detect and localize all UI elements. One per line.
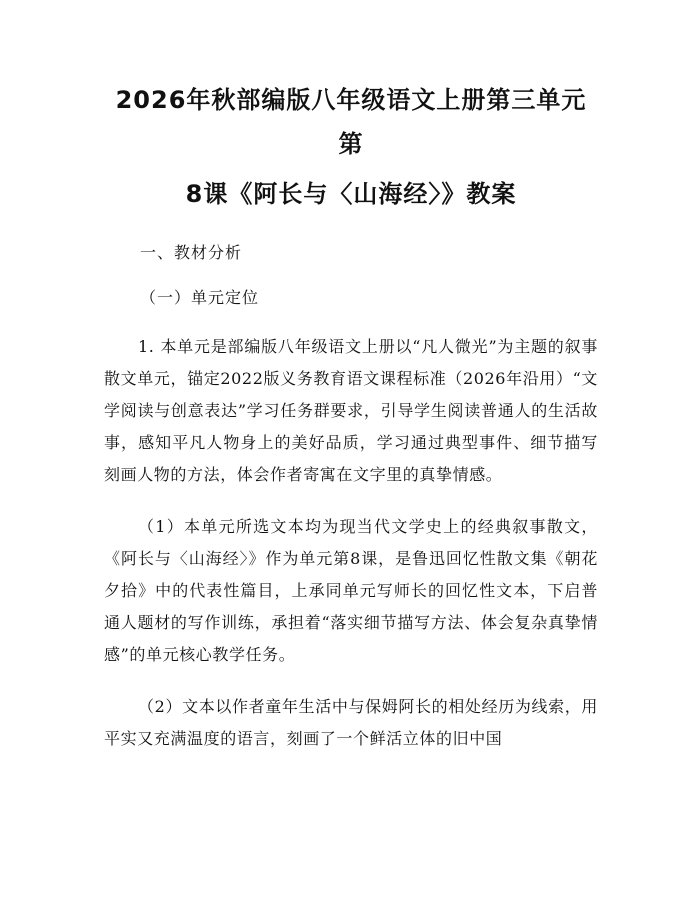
- paragraph-1: 1. 本单元是部编版八年级语文上册以“凡人微光”为主题的叙事散文单元，锚定2022版义务教育语文课程标准（2026年沿用）“文学阅读与创意表达”学习任务群要求，引导学生阅读普通人的生活故事，感知平凡人物身上的美好品质，学习通过典型事件、细节描写刻画人物的方法，体会作者寄寓在文字里的真挚情感。: [104, 337, 598, 484]
- paragraph-3: （2）文本以作者童年生活中与保姆阿长的相处经历为线索，用平实又充满温度的语言，刻画了一个鲜活立体的旧中国: [104, 697, 598, 748]
- subsection-heading: （一）单元定位: [140, 288, 260, 307]
- title-line-2: 8课《阿长与〈山海经〉》教案: [185, 180, 517, 208]
- title-line-1: 2026年秋部编版八年级语文上册第三单元第: [115, 86, 587, 158]
- document-title: [104, 78, 598, 216]
- section-heading: 一、教材分析: [140, 243, 243, 262]
- paragraph-2: （1）本单元所选文本均为现当代文学史上的经典叙事散文，《阿长与〈山海经〉》作为单元第8课，是鲁迅回忆性散文集《朝花夕拾》中的代表性篇目，上承同单元写师长的回忆性文本，下启普通人题材的写作训练，承担着“落实细节描写方法、体会复杂真挚情感”的单元核心教学任务。: [104, 517, 598, 664]
